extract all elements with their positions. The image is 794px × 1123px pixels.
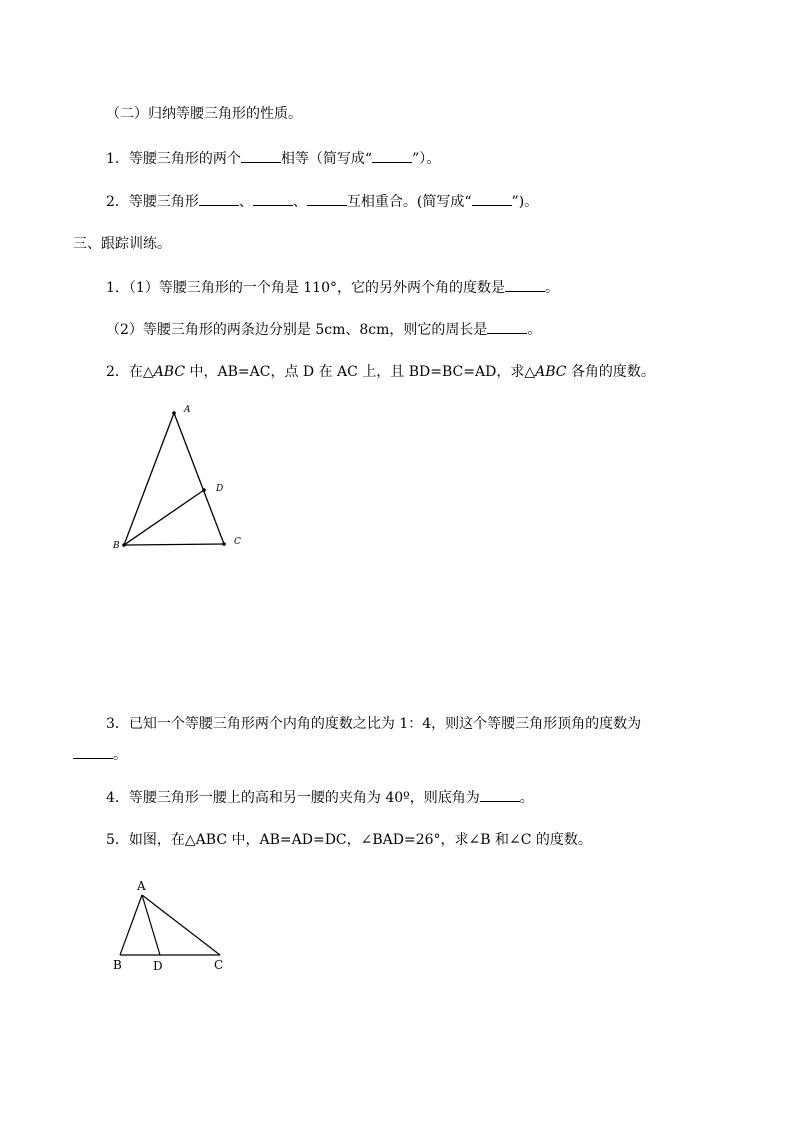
question-text: 2．在△ [106, 364, 154, 380]
question-text: （2）等腰三角形的两条边分别是 5cm、8cm，则它的周长是 [106, 322, 488, 338]
label-d: D [216, 484, 224, 494]
section-heading-practice: 三、跟踪训练。 [73, 236, 171, 252]
segment-ad [142, 895, 160, 955]
question-text: 4．等腰三角形一腰上的高和另一腰的夹角为 40º，则底角为 [106, 790, 480, 806]
question-text: 1．（1）等腰三角形的一个角是 110°，它的另外两个角的度数是 [106, 280, 505, 296]
label-b: B [113, 541, 120, 551]
label-d: D [153, 959, 163, 973]
question-3: 3．已知一个等腰三角形两个内角的度数之比为 1：4，则这个等腰三角形顶角的度数为 [106, 716, 642, 732]
label-a: A [184, 405, 191, 415]
separator: 、 [292, 194, 307, 210]
question-text: 中，AB=AC，点 D 在 AC 上，且 BD=BC=AD，求△ [185, 364, 536, 380]
question-text: 。 [527, 322, 542, 338]
question-text: 各角的度数。 [566, 364, 655, 380]
item-number: 2． [106, 194, 129, 210]
separator: 、 [238, 194, 253, 210]
section-heading-properties: （二）归纳等腰三角形的性质。 [106, 106, 302, 122]
item-text: 等腰三角形的两个 [128, 151, 241, 167]
side-ab [120, 895, 142, 955]
label-b: B [113, 958, 122, 972]
item-text: 互相重合。(简写成“ [346, 194, 472, 210]
item-text: ”）。 [412, 151, 441, 167]
item-text: ”)。 [511, 194, 539, 210]
item-text: 等腰三角形 [128, 194, 199, 210]
label-a: A [137, 879, 146, 893]
item-number: 1． [106, 151, 129, 167]
label-c: C [234, 537, 241, 547]
triangle-name: ABC [153, 364, 186, 380]
label-c: C [214, 958, 224, 972]
item-text: 相等（简写成“ [280, 151, 373, 167]
triangle-name: ABC [535, 364, 567, 380]
question-text: 。 [519, 790, 534, 806]
question-5: 5．如图，在△ABC 中，AB=AD=DC，∠BAD=26°，求∠B 和∠C 的度数。 [106, 832, 592, 848]
question-text: 。 [113, 747, 127, 763]
question-text: 。 [545, 280, 559, 296]
side-ac [142, 895, 220, 955]
